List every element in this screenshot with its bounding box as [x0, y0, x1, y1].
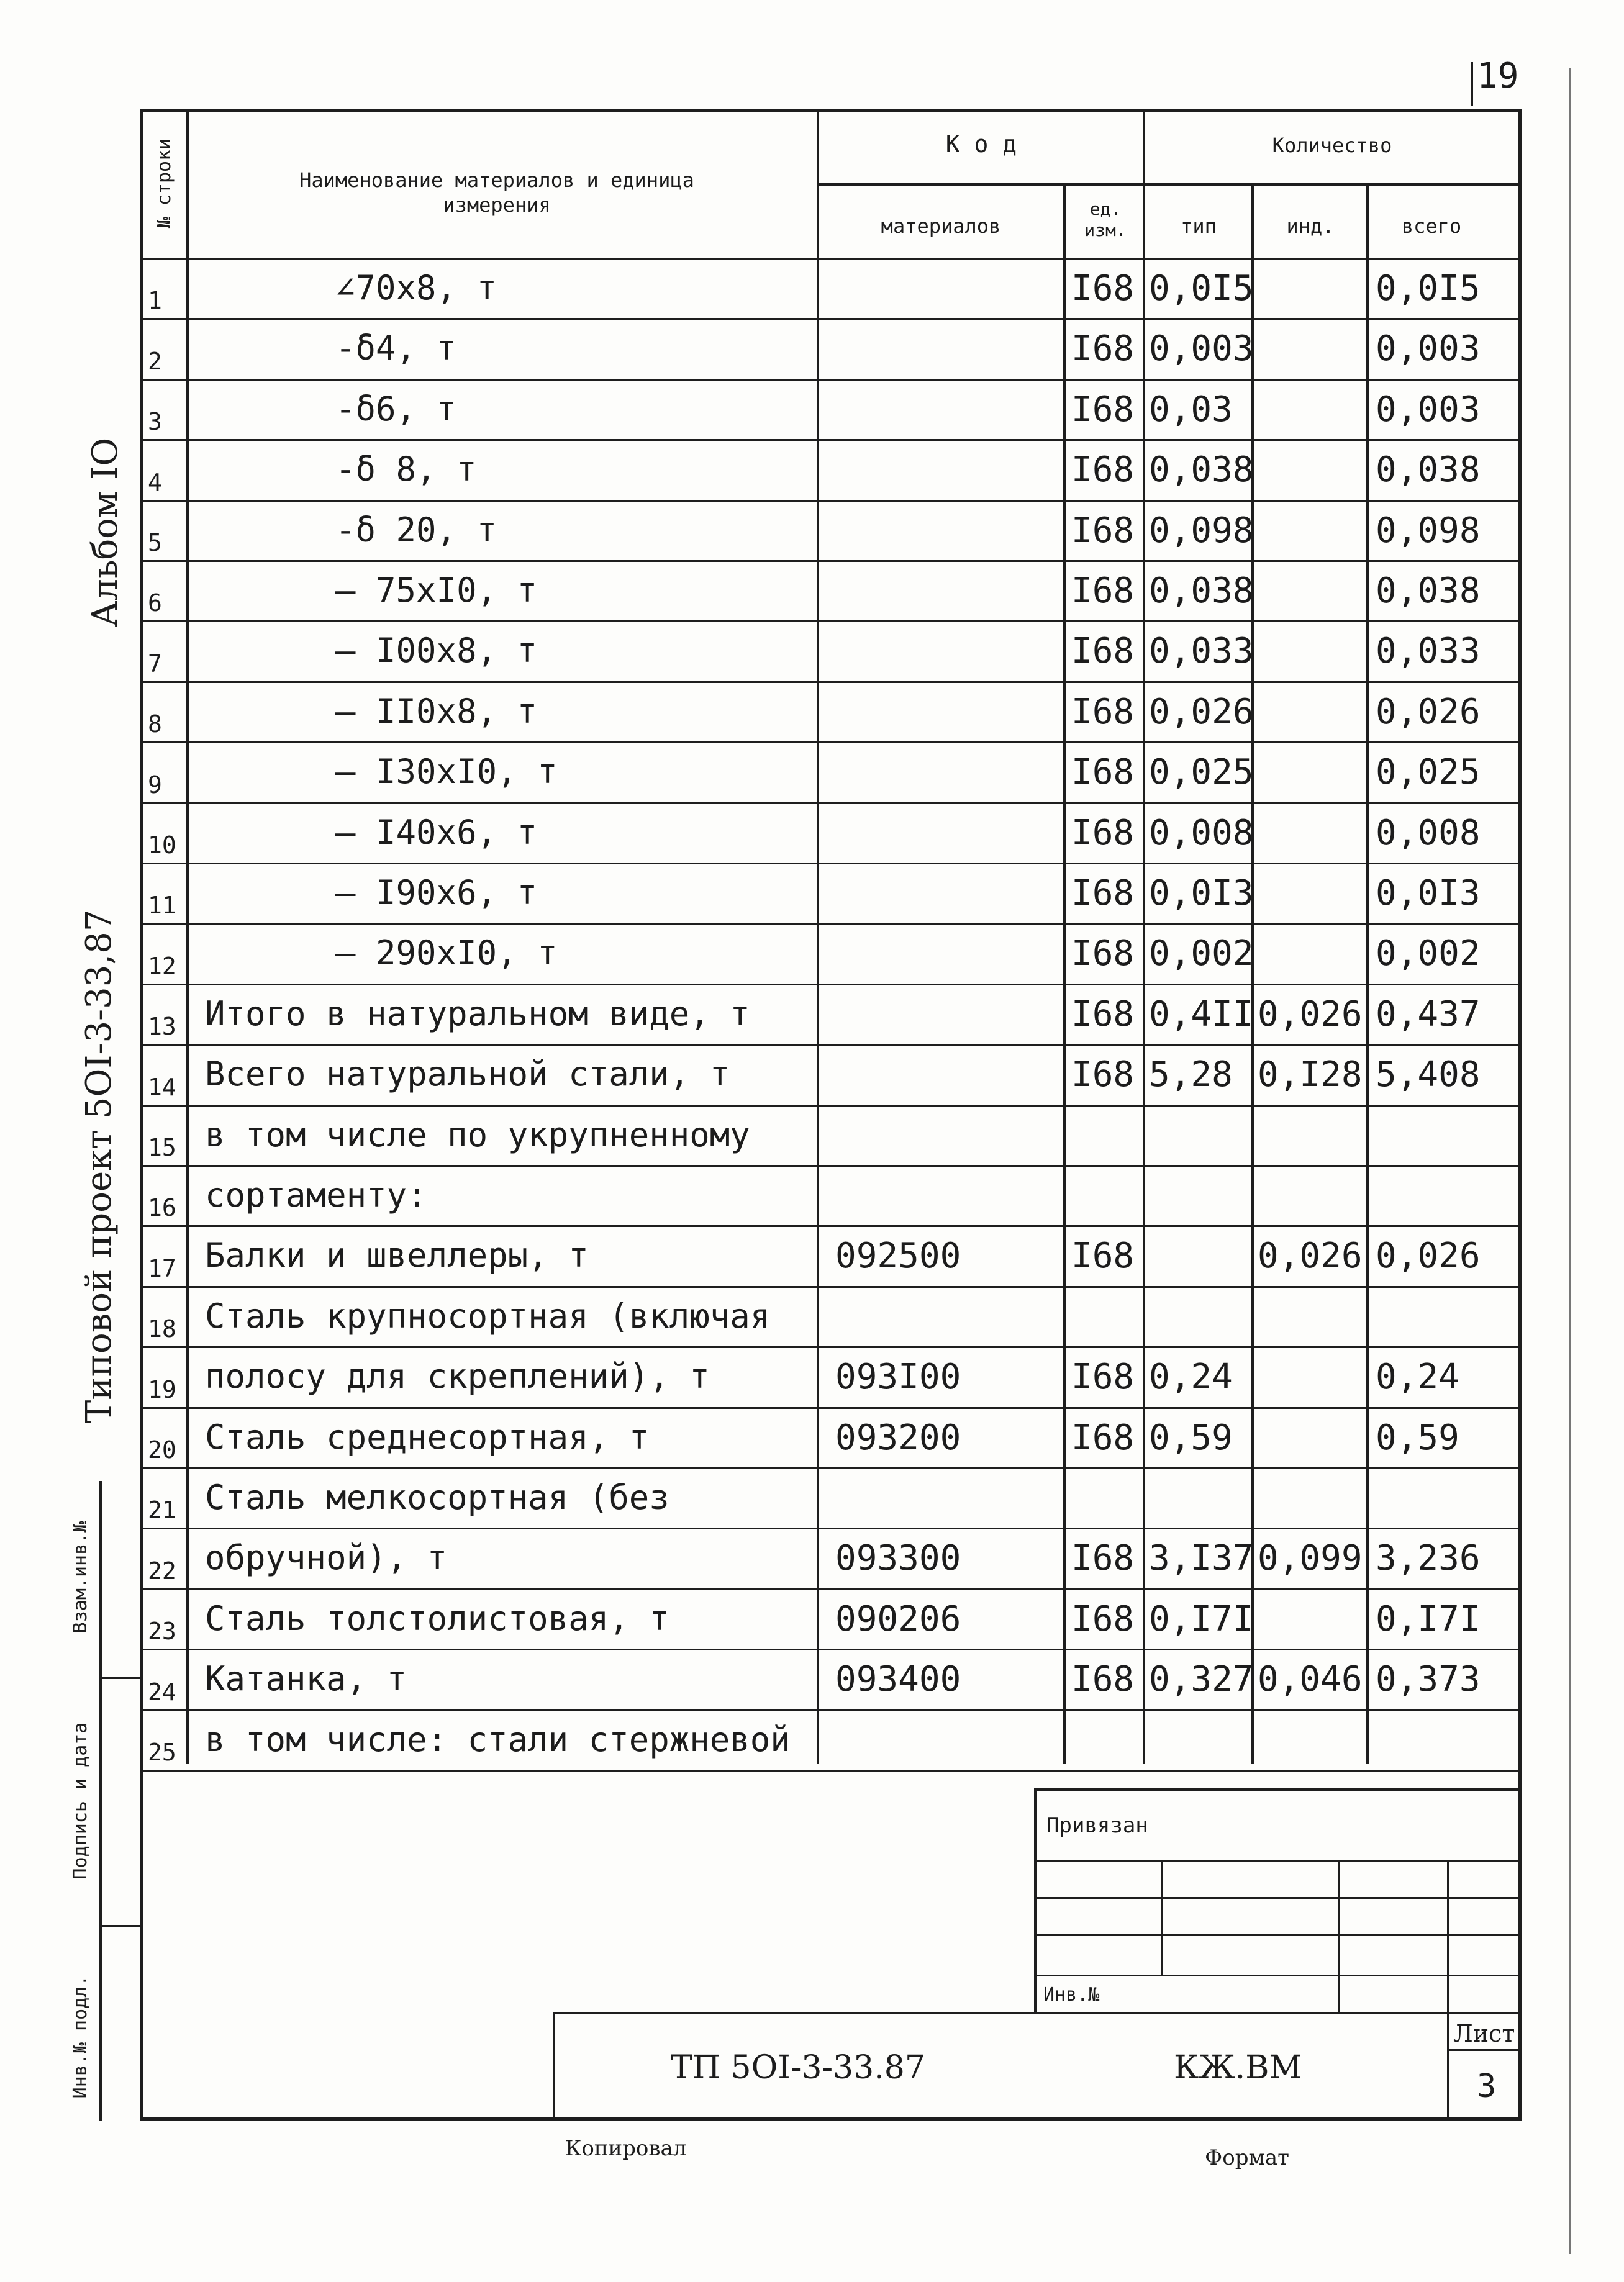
row-ind: 0,099: [1258, 1538, 1363, 1578]
header-row-no: № строки: [153, 138, 175, 229]
row-line: [143, 741, 1518, 743]
row-total: 0,0I3: [1376, 873, 1481, 913]
row-typ: 0,03: [1149, 389, 1233, 430]
row-typ: 0,098: [1149, 510, 1254, 551]
row-ind: 0,I28: [1258, 1054, 1363, 1095]
row-total: 0,033: [1376, 631, 1481, 671]
header-materials: материалов: [881, 214, 1001, 238]
frame-top: [140, 109, 1520, 112]
header-total: всего: [1401, 214, 1462, 238]
col-name: [817, 109, 819, 1764]
row-number: 2: [148, 348, 162, 375]
row-line: [143, 802, 1518, 804]
stamp-label-1: Взам.инв.№: [70, 1521, 91, 1634]
row-line: [143, 1165, 1518, 1167]
row-number: 3: [148, 408, 162, 435]
side-stamp-sep1: [99, 1677, 143, 1679]
row-name: полосу для скреплений), т: [205, 1357, 710, 1396]
row-total: 0,002: [1376, 933, 1481, 974]
row-number: 20: [148, 1436, 176, 1464]
row-line: [143, 1225, 1518, 1227]
row-unit: I68: [1071, 1357, 1135, 1397]
stamp-privyazan: Привязан: [1046, 1813, 1148, 1838]
row-total: 0,24: [1376, 1357, 1459, 1397]
row-typ: 0,026: [1149, 692, 1254, 732]
stamp-priv-left: [1034, 1788, 1037, 2012]
row-line: [143, 1346, 1518, 1348]
row-code: 093400: [835, 1659, 961, 1700]
row-name: Сталь среднесортная, т: [205, 1418, 650, 1457]
header-typ: тип: [1181, 214, 1217, 238]
row-total: 0,373: [1376, 1659, 1481, 1700]
row-code: 093300: [835, 1538, 961, 1578]
row-typ: 5,28: [1149, 1054, 1233, 1095]
row-name: -δ 8, т: [335, 450, 477, 489]
row-number: 4: [148, 469, 162, 496]
header-unit: ед. изм.: [1084, 199, 1127, 240]
row-line: [143, 439, 1518, 441]
row-typ: 0,0I3: [1149, 873, 1254, 913]
row-name: — 290xI0, т: [335, 933, 558, 972]
row-line: [143, 318, 1518, 320]
stamp-label-3: Инв.№ подл.: [70, 1975, 91, 2099]
row-line: [143, 984, 1518, 985]
row-typ: 0,025: [1149, 752, 1254, 792]
row-code: 092500: [835, 1236, 961, 1276]
col-unit: [1143, 109, 1145, 1764]
stamp-h3: [1034, 1934, 1518, 1936]
header-ind: инд.: [1286, 214, 1335, 238]
row-code: 093I00: [835, 1357, 961, 1397]
header-name-text: Наименование материалов и единица измерения: [299, 168, 694, 217]
row-number: 13: [148, 1013, 176, 1040]
project-label: Типовой проект 5OI-3-33,87: [79, 909, 119, 1423]
row-unit: I68: [1071, 1599, 1135, 1639]
row-total: 0,038: [1376, 450, 1481, 490]
col-code: [1063, 183, 1066, 1764]
row-typ: 0,0I5: [1149, 268, 1254, 309]
stamp-priv-top: [1034, 1788, 1518, 1791]
stamp-sheet-label: Лист: [1453, 2020, 1515, 2047]
header-code: К о д: [945, 130, 1017, 158]
row-total: 0,026: [1376, 692, 1481, 732]
row-name: Сталь толстолистовая, т: [205, 1599, 669, 1638]
row-number: 22: [148, 1557, 176, 1585]
row-unit: I68: [1071, 389, 1135, 430]
stamp-v2: [1338, 1860, 1340, 2012]
page-number-tick: [1471, 62, 1473, 106]
stamp-sheet-split: [1447, 2049, 1518, 2051]
row-line: [143, 1588, 1518, 1590]
row-name: Сталь мелкосортная (без: [205, 1478, 669, 1517]
page-number: 19: [1477, 56, 1519, 96]
row-name: сортаменту:: [205, 1175, 427, 1215]
row-typ: 0,24: [1149, 1357, 1233, 1397]
row-line: [143, 681, 1518, 683]
row-name: Всего натуральной стали, т: [205, 1054, 730, 1093]
side-stamp-left: [99, 1481, 102, 2121]
row-number: 7: [148, 650, 162, 677]
row-unit: I68: [1071, 328, 1135, 369]
row-line: [143, 863, 1518, 864]
row-name: Балки и швеллеры, т: [205, 1236, 589, 1275]
row-unit: I68: [1071, 752, 1135, 792]
row-typ: 0,4II: [1149, 994, 1254, 1035]
row-unit: I68: [1071, 813, 1135, 853]
stamp-sheet-left: [1447, 2012, 1449, 2117]
row-name: Катанка, т: [205, 1659, 407, 1698]
row-unit: I68: [1071, 1236, 1135, 1276]
row-typ: 0,002: [1149, 933, 1254, 974]
side-stamp-sep2: [99, 1925, 143, 1927]
row-typ: 0,327: [1149, 1659, 1254, 1700]
row-unit: I68: [1071, 1538, 1135, 1578]
row-unit: I68: [1071, 1418, 1135, 1458]
album-label: Альбом IO: [85, 437, 125, 627]
row-line: [143, 500, 1518, 502]
stamp-sheet-no: 3: [1477, 2068, 1497, 2105]
row-unit: I68: [1071, 994, 1135, 1035]
row-total: 0,437: [1376, 994, 1481, 1035]
row-name: в том числе по укрупненному: [205, 1115, 750, 1154]
row-unit: I68: [1071, 692, 1135, 732]
row-number: 5: [148, 529, 162, 556]
stamp-doc-code: ТП 5OI-3-33.87: [671, 2049, 925, 2086]
row-line: [143, 1044, 1518, 1046]
row-code: 090206: [835, 1599, 961, 1639]
row-total: 0,0I5: [1376, 268, 1481, 309]
stamp-v3: [1447, 1860, 1449, 2012]
col-ind: [1366, 183, 1369, 1764]
frame-bottom: [140, 2117, 1520, 2121]
stamp-h4: [1034, 1975, 1518, 1976]
row-total: 0,038: [1376, 571, 1481, 611]
row-total: 0,098: [1376, 510, 1481, 551]
row-number: 21: [148, 1496, 176, 1524]
row-unit: I68: [1071, 268, 1135, 309]
row-name: в том числе: стали стержневой: [205, 1720, 791, 1759]
row-number: 12: [148, 953, 176, 980]
row-line: [143, 1528, 1518, 1529]
row-line: [143, 1286, 1518, 1288]
row-line: [143, 1649, 1518, 1650]
frame-right: [1518, 109, 1522, 2121]
row-number: 6: [148, 589, 162, 617]
row-unit: I68: [1071, 631, 1135, 671]
row-total: 0,I7I: [1376, 1599, 1481, 1639]
stamp-title-top: [553, 2012, 1518, 2014]
right-margin-line: [1569, 68, 1571, 2254]
row-name: Сталь крупносортная (включая: [205, 1297, 771, 1336]
row-typ: 0,038: [1149, 450, 1254, 490]
row-unit: I68: [1071, 450, 1135, 490]
row-number: 14: [148, 1074, 176, 1101]
row-typ: 0,033: [1149, 631, 1254, 671]
row-typ: 0,003: [1149, 328, 1254, 369]
row-total: 0,59: [1376, 1418, 1459, 1458]
row-name: -δ 20, т: [335, 510, 497, 550]
row-name: — I90x6, т: [335, 873, 538, 912]
row-number: 19: [148, 1376, 176, 1403]
row-total: 0,025: [1376, 752, 1481, 792]
row-unit: I68: [1071, 933, 1135, 974]
row-number: 23: [148, 1618, 176, 1645]
row-typ: 0,038: [1149, 571, 1254, 611]
header-bottom: [140, 258, 1520, 260]
footer-format: Формат: [1205, 2145, 1289, 2170]
row-name: — 75xI0, т: [335, 571, 538, 610]
row-code: 093200: [835, 1418, 961, 1458]
stamp-v1: [1161, 1860, 1163, 1975]
row-total: 5,408: [1376, 1054, 1481, 1095]
row-total: 0,026: [1376, 1236, 1481, 1276]
row-ind: 0,026: [1258, 1236, 1363, 1276]
stamp-title-left: [553, 2012, 555, 2117]
header-code-split: [817, 183, 1520, 186]
stamp-inv-no: Инв.№: [1043, 1984, 1100, 2006]
row-line: [143, 560, 1518, 562]
row-unit: I68: [1071, 1659, 1135, 1700]
row-unit: I68: [1071, 510, 1135, 551]
row-number: 17: [148, 1255, 176, 1282]
row-name: Итого в натуральном виде, т: [205, 994, 750, 1033]
row-total: 0,003: [1376, 389, 1481, 430]
row-number: 16: [148, 1194, 176, 1221]
footer-copied: Копировал: [565, 2136, 687, 2161]
row-line: [143, 923, 1518, 925]
row-number: 25: [148, 1739, 176, 1766]
row-number: 11: [148, 892, 176, 919]
header-quantity: Количество: [1272, 134, 1392, 157]
row-ind: 0,046: [1258, 1659, 1363, 1700]
row-total: 0,003: [1376, 328, 1481, 369]
row-line: [143, 1709, 1518, 1711]
row-total: 0,008: [1376, 813, 1481, 853]
row-name: -δ6, т: [335, 389, 457, 428]
row-name: обручной), т: [205, 1538, 448, 1577]
row-line: [143, 1407, 1518, 1409]
row-typ: 0,I7I: [1149, 1599, 1254, 1639]
row-ind: 0,026: [1258, 994, 1363, 1035]
row-number: 9: [148, 771, 162, 799]
stamp-h2: [1034, 1897, 1518, 1899]
stamp-label-2: Подпись и дата: [70, 1722, 91, 1880]
row-line: [143, 1105, 1518, 1107]
header-name: [261, 168, 733, 217]
row-name: ∠70x8, т: [335, 268, 497, 307]
row-typ: 0,59: [1149, 1418, 1233, 1458]
row-typ: 0,008: [1149, 813, 1254, 853]
frame-left: [140, 109, 143, 2121]
row-unit: I68: [1071, 571, 1135, 611]
row-total: 3,236: [1376, 1538, 1481, 1578]
row-unit: I68: [1071, 873, 1135, 913]
row-name: — I00x8, т: [335, 631, 538, 670]
row-number: 18: [148, 1315, 176, 1342]
row-number: 15: [148, 1134, 176, 1161]
row-name: — II0x8, т: [335, 692, 538, 731]
row-number: 10: [148, 831, 176, 859]
row-name: — I40x6, т: [335, 813, 538, 852]
stamp-h1: [1034, 1860, 1518, 1862]
row-typ: 3,I37: [1149, 1538, 1254, 1578]
row-line: [143, 379, 1518, 381]
row-name: -δ4, т: [335, 328, 457, 368]
row-unit: I68: [1071, 1054, 1135, 1095]
col-rownum: [186, 109, 189, 1764]
row-line: [143, 1467, 1518, 1469]
row-number: 1: [148, 287, 162, 314]
row-line: [143, 1770, 1518, 1772]
row-line: [143, 620, 1518, 622]
row-number: 24: [148, 1678, 176, 1706]
row-name: — I30xI0, т: [335, 752, 558, 791]
row-number: 8: [148, 710, 162, 738]
stamp-doc-mark: КЖ.ВМ: [1174, 2049, 1302, 2086]
